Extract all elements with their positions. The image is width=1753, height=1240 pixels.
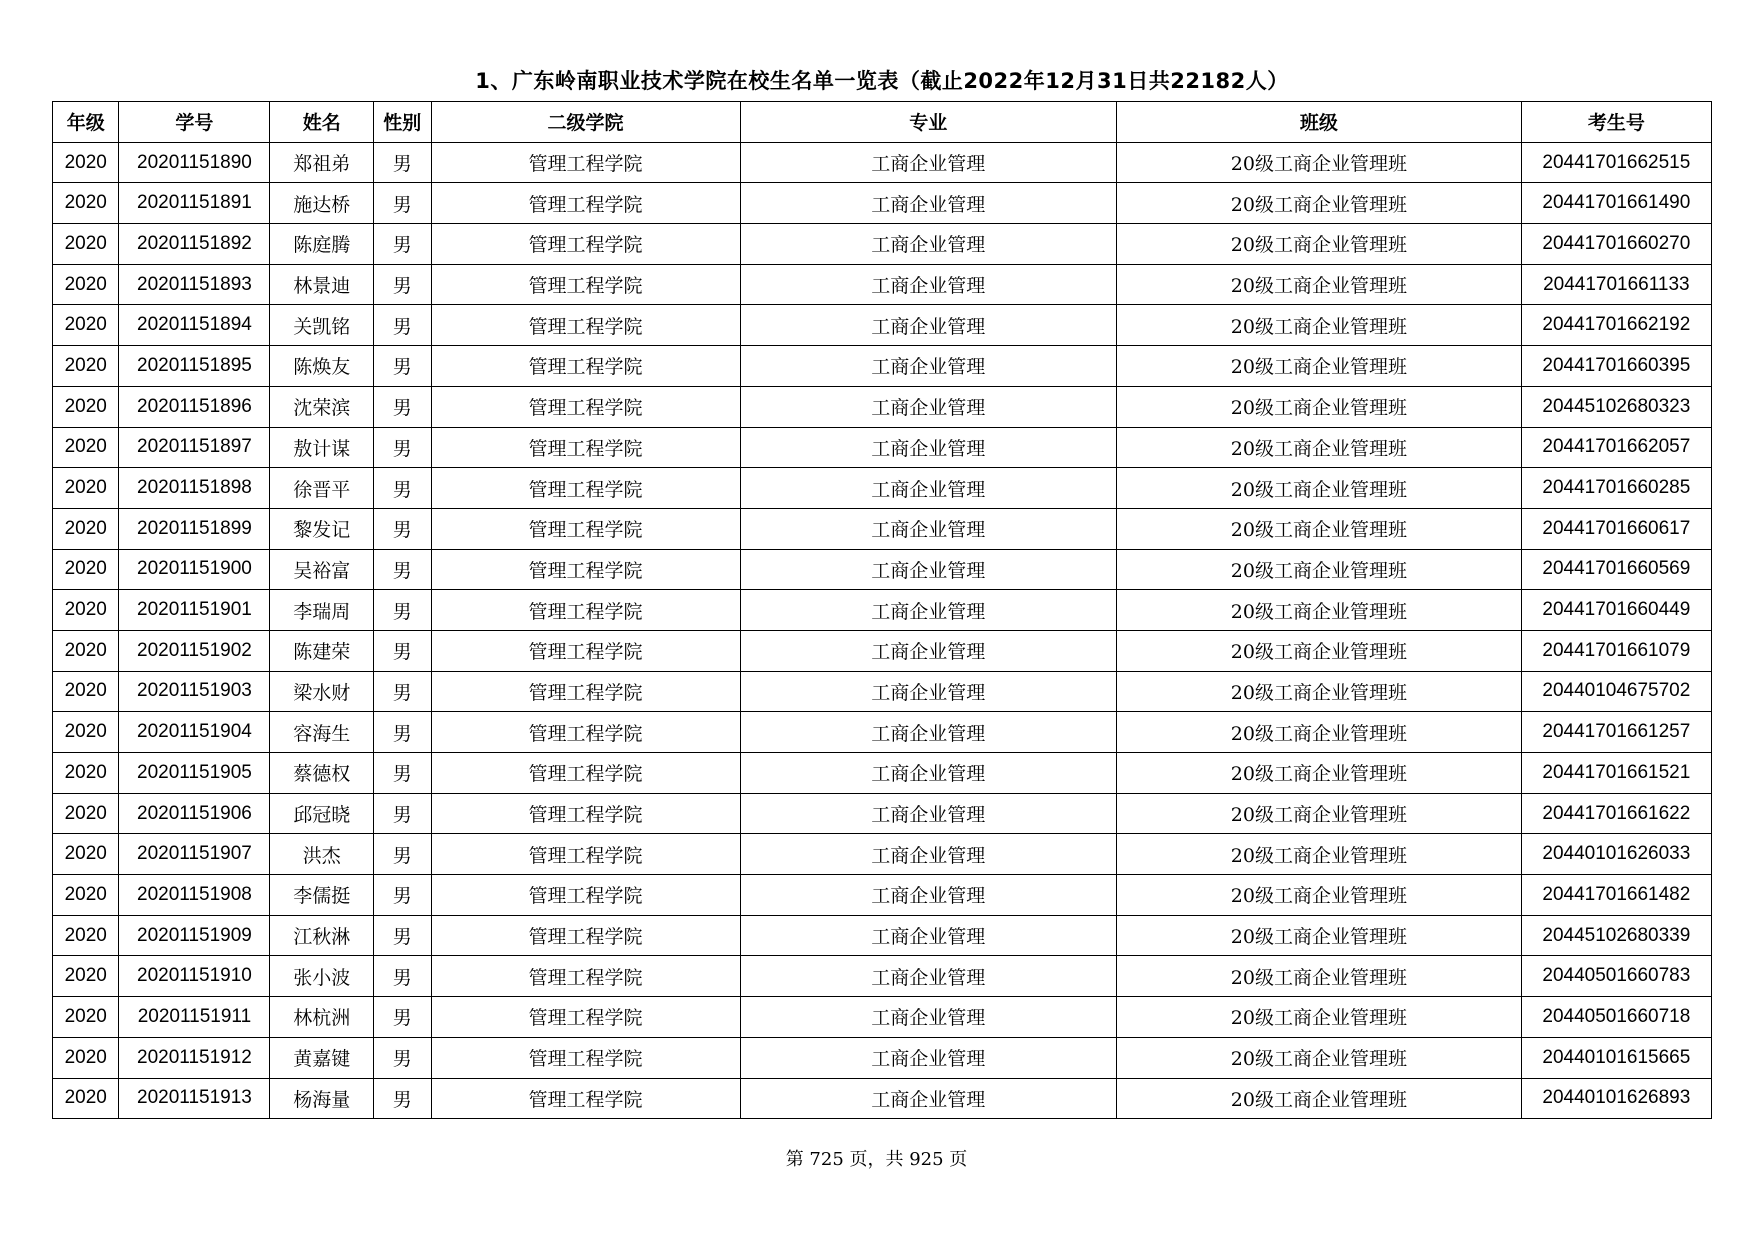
exam-number-cell: 20441701662192 [1521, 305, 1711, 346]
table-row [53, 997, 1712, 1038]
college-cell: 管理工程学院 [431, 1037, 740, 1078]
gender-cell: 男 [374, 468, 431, 509]
student-id-cell: 20201151903 [119, 671, 270, 712]
gender-cell: 男 [374, 997, 431, 1038]
exam-number-cell: 20441701661482 [1521, 875, 1711, 916]
major-cell: 工商企业管理 [740, 305, 1116, 346]
grade-cell: 2020 [53, 753, 119, 794]
grade-cell: 2020 [53, 956, 119, 997]
major-cell: 工商企业管理 [740, 915, 1116, 956]
table-row [53, 224, 1712, 265]
name-cell: 黎发记 [270, 508, 374, 549]
major-cell: 工商企业管理 [740, 997, 1116, 1038]
exam-number-cell: 20441701661490 [1521, 183, 1711, 224]
student-id-cell: 20201151897 [119, 427, 270, 468]
class-cell: 20级工商企业管理班 [1117, 997, 1522, 1038]
major-cell: 工商企业管理 [740, 264, 1116, 305]
table-row [53, 875, 1712, 916]
college-cell: 管理工程学院 [431, 793, 740, 834]
major-cell: 工商企业管理 [740, 753, 1116, 794]
gender-cell: 男 [374, 630, 431, 671]
table-row [53, 549, 1712, 590]
major-cell: 工商企业管理 [740, 508, 1116, 549]
exam-number-cell: 20441701660617 [1521, 508, 1711, 549]
table-row [53, 671, 1712, 712]
major-cell: 工商企业管理 [740, 386, 1116, 427]
gender-cell: 男 [374, 346, 431, 387]
class-cell: 20级工商企业管理班 [1117, 183, 1522, 224]
student-id-cell: 20201151890 [119, 142, 270, 183]
student-id-cell: 20201151893 [119, 264, 270, 305]
grade-cell: 2020 [53, 264, 119, 305]
student-id-cell: 20201151894 [119, 305, 270, 346]
column-header-student-id: 学号 [119, 102, 270, 143]
table-row [53, 753, 1712, 794]
exam-number-cell: 20441701661133 [1521, 264, 1711, 305]
grade-cell: 2020 [53, 712, 119, 753]
class-cell: 20级工商企业管理班 [1117, 427, 1522, 468]
name-cell: 洪杰 [270, 834, 374, 875]
name-cell: 李瑞周 [270, 590, 374, 631]
class-cell: 20级工商企业管理班 [1117, 264, 1522, 305]
exam-number-cell: 20441701661622 [1521, 793, 1711, 834]
table-row [53, 915, 1712, 956]
exam-number-cell: 20440104675702 [1521, 671, 1711, 712]
column-header-college: 二级学院 [431, 102, 740, 143]
exam-number-cell: 20441701661079 [1521, 630, 1711, 671]
page-title: 1、广东岭南职业技术学院在校生名单一览表（截止2022年12月31日共22182人） [475, 69, 1289, 93]
grade-cell: 2020 [53, 630, 119, 671]
college-cell: 管理工程学院 [431, 468, 740, 509]
name-cell: 黄嘉键 [270, 1037, 374, 1078]
table-row [53, 712, 1712, 753]
gender-cell: 男 [374, 753, 431, 794]
college-cell: 管理工程学院 [431, 142, 740, 183]
name-cell: 沈荣滨 [270, 386, 374, 427]
exam-number-cell: 20441701660569 [1521, 549, 1711, 590]
class-cell: 20级工商企业管理班 [1117, 468, 1522, 509]
class-cell: 20级工商企业管理班 [1117, 1037, 1522, 1078]
student-id-cell: 20201151901 [119, 590, 270, 631]
major-cell: 工商企业管理 [740, 549, 1116, 590]
exam-number-cell: 20441701661257 [1521, 712, 1711, 753]
major-cell: 工商企业管理 [740, 712, 1116, 753]
class-cell: 20级工商企业管理班 [1117, 630, 1522, 671]
exam-number-cell: 20441701660395 [1521, 346, 1711, 387]
name-cell: 敖计谋 [270, 427, 374, 468]
grade-cell: 2020 [53, 508, 119, 549]
table-row [53, 468, 1712, 509]
student-id-cell: 20201151913 [119, 1078, 270, 1119]
grade-cell: 2020 [53, 305, 119, 346]
college-cell: 管理工程学院 [431, 508, 740, 549]
major-cell: 工商企业管理 [740, 224, 1116, 265]
grade-cell: 2020 [53, 1037, 119, 1078]
grade-cell: 2020 [53, 224, 119, 265]
student-id-cell: 20201151910 [119, 956, 270, 997]
name-cell: 郑祖弟 [270, 142, 374, 183]
college-cell: 管理工程学院 [431, 753, 740, 794]
name-cell: 陈建荣 [270, 630, 374, 671]
name-cell: 杨海量 [270, 1078, 374, 1119]
student-id-cell: 20201151905 [119, 753, 270, 794]
table-row [53, 386, 1712, 427]
major-cell: 工商企业管理 [740, 183, 1116, 224]
exam-number-cell: 20441701660285 [1521, 468, 1711, 509]
class-cell: 20级工商企业管理班 [1117, 549, 1522, 590]
grade-cell: 2020 [53, 834, 119, 875]
gender-cell: 男 [374, 834, 431, 875]
gender-cell: 男 [374, 264, 431, 305]
name-cell: 施达桥 [270, 183, 374, 224]
student-id-cell: 20201151908 [119, 875, 270, 916]
grade-cell: 2020 [53, 549, 119, 590]
table-row [53, 630, 1712, 671]
student-id-cell: 20201151896 [119, 386, 270, 427]
column-header-name: 姓名 [270, 102, 374, 143]
student-id-cell: 20201151907 [119, 834, 270, 875]
gender-cell: 男 [374, 956, 431, 997]
major-cell: 工商企业管理 [740, 427, 1116, 468]
college-cell: 管理工程学院 [431, 671, 740, 712]
name-cell: 陈庭腾 [270, 224, 374, 265]
exam-number-cell: 20440501660783 [1521, 956, 1711, 997]
class-cell: 20级工商企业管理班 [1117, 915, 1522, 956]
name-cell: 关凯铭 [270, 305, 374, 346]
grade-cell: 2020 [53, 590, 119, 631]
class-cell: 20级工商企业管理班 [1117, 386, 1522, 427]
college-cell: 管理工程学院 [431, 956, 740, 997]
exam-number-cell: 20440101626893 [1521, 1078, 1711, 1119]
major-cell: 工商企业管理 [740, 671, 1116, 712]
college-cell: 管理工程学院 [431, 712, 740, 753]
column-header-exam-number: 考生号 [1521, 102, 1711, 143]
class-cell: 20级工商企业管理班 [1117, 712, 1522, 753]
table-row [53, 264, 1712, 305]
major-cell: 工商企业管理 [740, 1078, 1116, 1119]
gender-cell: 男 [374, 1078, 431, 1119]
name-cell: 邱冠晓 [270, 793, 374, 834]
exam-number-cell: 20445102680323 [1521, 386, 1711, 427]
college-cell: 管理工程学院 [431, 427, 740, 468]
class-cell: 20级工商企业管理班 [1117, 224, 1522, 265]
major-cell: 工商企业管理 [740, 1037, 1116, 1078]
gender-cell: 男 [374, 183, 431, 224]
college-cell: 管理工程学院 [431, 997, 740, 1038]
class-cell: 20级工商企业管理班 [1117, 508, 1522, 549]
college-cell: 管理工程学院 [431, 1078, 740, 1119]
class-cell: 20级工商企业管理班 [1117, 1078, 1522, 1119]
college-cell: 管理工程学院 [431, 264, 740, 305]
student-id-cell: 20201151904 [119, 712, 270, 753]
gender-cell: 男 [374, 915, 431, 956]
name-cell: 林景迪 [270, 264, 374, 305]
student-id-cell: 20201151902 [119, 630, 270, 671]
student-roster-table [52, 101, 1712, 1119]
exam-number-cell: 20441701660270 [1521, 224, 1711, 265]
class-cell: 20级工商企业管理班 [1117, 346, 1522, 387]
college-cell: 管理工程学院 [431, 630, 740, 671]
table-row [53, 142, 1712, 183]
class-cell: 20级工商企业管理班 [1117, 956, 1522, 997]
table-row [53, 508, 1712, 549]
exam-number-cell: 20440101615665 [1521, 1037, 1711, 1078]
student-id-cell: 20201151891 [119, 183, 270, 224]
name-cell: 吴裕富 [270, 549, 374, 590]
name-cell: 陈焕友 [270, 346, 374, 387]
grade-cell: 2020 [53, 997, 119, 1038]
gender-cell: 男 [374, 875, 431, 916]
class-cell: 20级工商企业管理班 [1117, 875, 1522, 916]
gender-cell: 男 [374, 508, 431, 549]
major-cell: 工商企业管理 [740, 346, 1116, 387]
grade-cell: 2020 [53, 875, 119, 916]
college-cell: 管理工程学院 [431, 386, 740, 427]
grade-cell: 2020 [53, 386, 119, 427]
gender-cell: 男 [374, 386, 431, 427]
column-header-major: 专业 [740, 102, 1116, 143]
gender-cell: 男 [374, 427, 431, 468]
major-cell: 工商企业管理 [740, 793, 1116, 834]
major-cell: 工商企业管理 [740, 590, 1116, 631]
gender-cell: 男 [374, 590, 431, 631]
name-cell: 徐晋平 [270, 468, 374, 509]
college-cell: 管理工程学院 [431, 915, 740, 956]
student-id-cell: 20201151898 [119, 468, 270, 509]
gender-cell: 男 [374, 712, 431, 753]
major-cell: 工商企业管理 [740, 834, 1116, 875]
table-row [53, 346, 1712, 387]
class-cell: 20级工商企业管理班 [1117, 753, 1522, 794]
table-row [53, 183, 1712, 224]
page-number-footer: 第 725 页，共 925 页 [785, 1149, 968, 1170]
gender-cell: 男 [374, 549, 431, 590]
column-header-class: 班级 [1117, 102, 1522, 143]
class-cell: 20级工商企业管理班 [1117, 590, 1522, 631]
table-row [53, 793, 1712, 834]
exam-number-cell: 20440101626033 [1521, 834, 1711, 875]
gender-cell: 男 [374, 142, 431, 183]
college-cell: 管理工程学院 [431, 875, 740, 916]
student-id-cell: 20201151911 [119, 997, 270, 1038]
table-row [53, 1078, 1712, 1119]
table-row [53, 305, 1712, 346]
exam-number-cell: 20441701662515 [1521, 142, 1711, 183]
grade-cell: 2020 [53, 915, 119, 956]
college-cell: 管理工程学院 [431, 305, 740, 346]
grade-cell: 2020 [53, 142, 119, 183]
gender-cell: 男 [374, 671, 431, 712]
student-id-cell: 20201151906 [119, 793, 270, 834]
grade-cell: 2020 [53, 793, 119, 834]
column-header-grade: 年级 [53, 102, 119, 143]
exam-number-cell: 20440501660718 [1521, 997, 1711, 1038]
major-cell: 工商企业管理 [740, 142, 1116, 183]
grade-cell: 2020 [53, 1078, 119, 1119]
major-cell: 工商企业管理 [740, 956, 1116, 997]
class-cell: 20级工商企业管理班 [1117, 671, 1522, 712]
table-row [53, 590, 1712, 631]
name-cell: 梁水财 [270, 671, 374, 712]
college-cell: 管理工程学院 [431, 183, 740, 224]
exam-number-cell: 20445102680339 [1521, 915, 1711, 956]
major-cell: 工商企业管理 [740, 875, 1116, 916]
college-cell: 管理工程学院 [431, 346, 740, 387]
name-cell: 江秋淋 [270, 915, 374, 956]
name-cell: 李儒挺 [270, 875, 374, 916]
gender-cell: 男 [374, 793, 431, 834]
exam-number-cell: 20441701661521 [1521, 753, 1711, 794]
major-cell: 工商企业管理 [740, 468, 1116, 509]
name-cell: 张小波 [270, 956, 374, 997]
table-row [53, 834, 1712, 875]
class-cell: 20级工商企业管理班 [1117, 793, 1522, 834]
college-cell: 管理工程学院 [431, 590, 740, 631]
student-id-cell: 20201151892 [119, 224, 270, 265]
student-id-cell: 20201151912 [119, 1037, 270, 1078]
student-id-cell: 20201151900 [119, 549, 270, 590]
table-row [53, 956, 1712, 997]
table-row [53, 1037, 1712, 1078]
gender-cell: 男 [374, 224, 431, 265]
grade-cell: 2020 [53, 427, 119, 468]
college-cell: 管理工程学院 [431, 834, 740, 875]
major-cell: 工商企业管理 [740, 630, 1116, 671]
gender-cell: 男 [374, 1037, 431, 1078]
gender-cell: 男 [374, 305, 431, 346]
class-cell: 20级工商企业管理班 [1117, 305, 1522, 346]
class-cell: 20级工商企业管理班 [1117, 142, 1522, 183]
student-id-cell: 20201151895 [119, 346, 270, 387]
college-cell: 管理工程学院 [431, 549, 740, 590]
name-cell: 容海生 [270, 712, 374, 753]
name-cell: 蔡德权 [270, 753, 374, 794]
name-cell: 林杭洲 [270, 997, 374, 1038]
student-id-cell: 20201151899 [119, 508, 270, 549]
exam-number-cell: 20441701660449 [1521, 590, 1711, 631]
class-cell: 20级工商企业管理班 [1117, 834, 1522, 875]
table-row [53, 427, 1712, 468]
grade-cell: 2020 [53, 671, 119, 712]
grade-cell: 2020 [53, 346, 119, 387]
grade-cell: 2020 [53, 468, 119, 509]
student-id-cell: 20201151909 [119, 915, 270, 956]
column-header-gender: 性别 [374, 102, 431, 143]
college-cell: 管理工程学院 [431, 224, 740, 265]
table-header-row [53, 102, 1712, 143]
exam-number-cell: 20441701662057 [1521, 427, 1711, 468]
grade-cell: 2020 [53, 183, 119, 224]
